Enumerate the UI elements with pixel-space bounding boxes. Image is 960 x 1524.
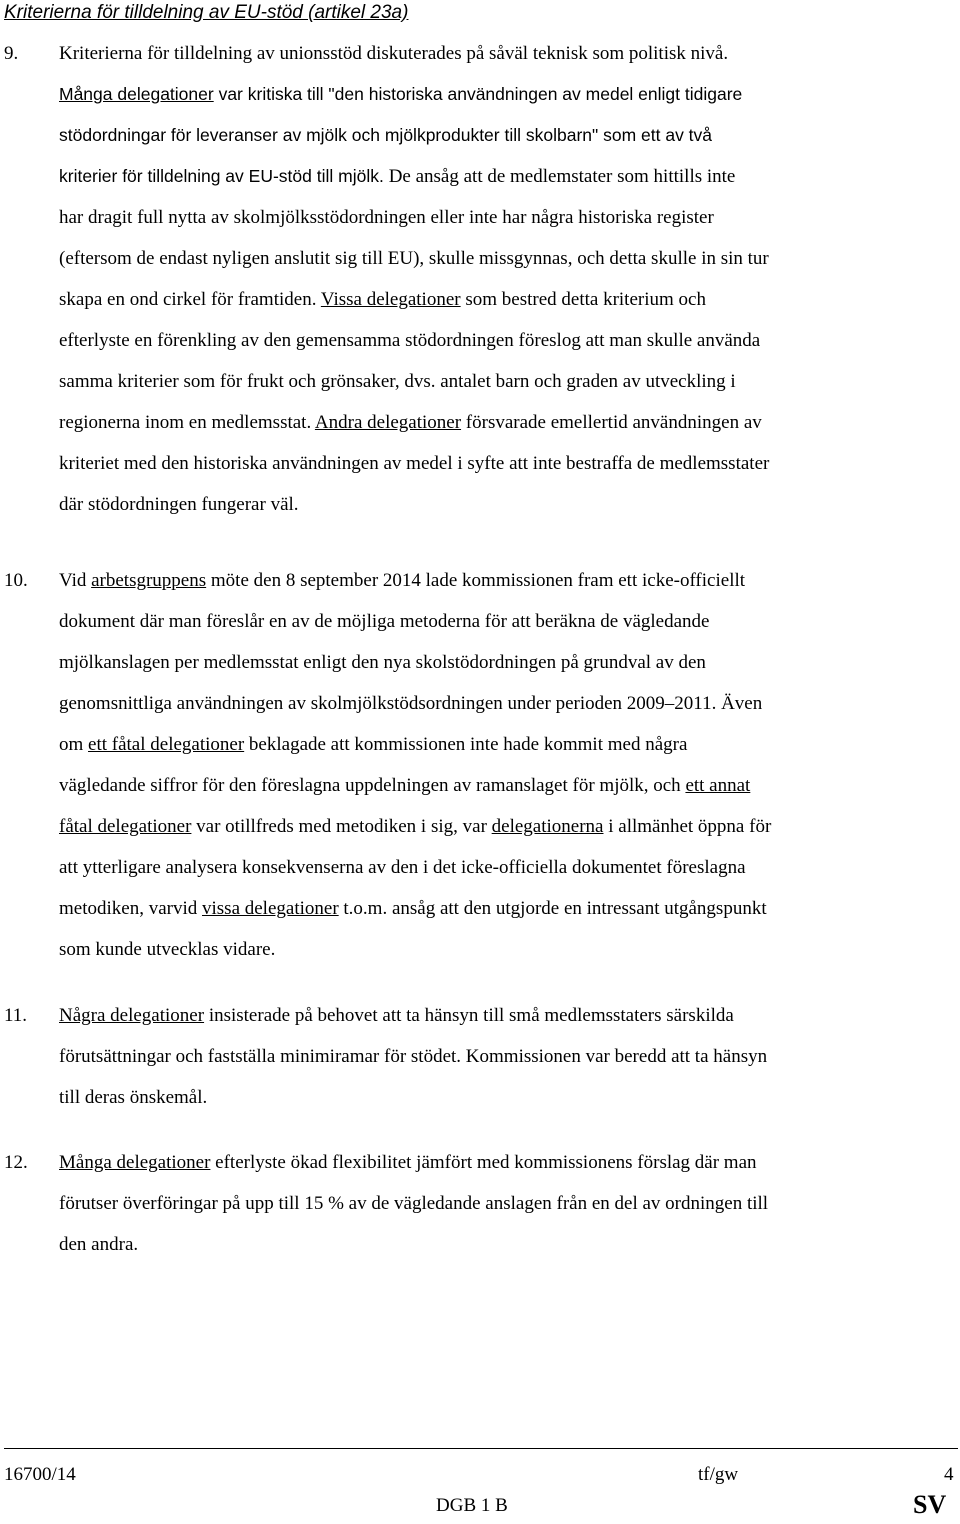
text-line: [59, 320, 760, 361]
text-line: [59, 361, 736, 402]
text-line: [59, 197, 714, 238]
text-segment: metodiken, varvid: [59, 898, 202, 919]
text-line: [59, 156, 735, 197]
text-segment: möte den 8 september 2014 lade kommissionen fram ett icke-officiellt: [206, 570, 746, 591]
text-line: [59, 560, 745, 601]
footer-doc-number: 16700/14: [4, 1464, 76, 1485]
footer-page-number: 4: [944, 1464, 954, 1485]
text-line: [59, 1036, 767, 1077]
text-segment: stödordningar för leveranser av mjölk och mjölkprodukter till skolbarn" som ett av två: [59, 125, 713, 145]
text-segment: till deras önskemål.: [59, 1087, 208, 1108]
text-line: [59, 1224, 138, 1265]
text-line: [59, 683, 762, 724]
text-segment: genomsnittliga användningen av skolmjölkstödsordningen under perioden 2009–2011. Även: [59, 693, 763, 714]
text-line: [59, 279, 706, 320]
text-segment: om: [59, 734, 89, 755]
underlined-phrase: Många delegationer: [59, 1152, 211, 1173]
text-line: [59, 238, 769, 279]
footer-initials: tf/gw: [698, 1464, 739, 1485]
text-segment: mjölkanslagen per medlemsstat enligt den nya skolstödordningen på grundval av den: [59, 652, 706, 673]
text-segment: dokument där man föreslår en av de möjliga metoderna för att beräkna de vägledande: [59, 611, 710, 632]
text-segment: efterlyste ökad flexibilitet jämfört med kommissionens förslag där man: [210, 1152, 757, 1173]
text-line: [59, 74, 742, 115]
text-line: [59, 601, 709, 642]
text-segment: i allmänhet öppna för: [603, 816, 772, 837]
text-line: [59, 1142, 757, 1183]
text-segment: Vid: [59, 570, 92, 591]
text-segment: var kritiska till "den historiska användningen av medel enligt tidigare: [213, 84, 743, 104]
footer-directorate: DGB 1 B: [436, 1495, 508, 1516]
text-line: [59, 888, 767, 929]
paragraph-number: 10.: [4, 570, 28, 591]
text-segment: den andra.: [59, 1234, 139, 1255]
text-segment: kriteriet med den historiska användningen av medel i syfte att inte bestraffa de medlemsstater: [59, 453, 770, 474]
text-segment: förutser överföringar på upp till 15 % av de vägledande anslagen från en del av ordningen till: [59, 1193, 769, 1214]
underlined-phrase: Några delegationer: [59, 1005, 205, 1026]
text-segment: att ytterligare analysera konsekvenserna av den i det icke-officiella dokumentet föreslagna: [59, 857, 746, 878]
underlined-phrase: fåtal delegationer: [59, 816, 192, 837]
text-segment: skapa en ond cirkel för framtiden.: [59, 289, 321, 310]
underlined-phrase: vissa delegationer: [202, 898, 339, 919]
text-segment: efterlyste en förenkling av den gemensamma stödordningen föreslog att man skulle använda: [59, 330, 761, 351]
text-line: [59, 402, 762, 443]
text-segment: samma kriterier som för frukt och grönsaker, dvs. antalet barn och graden av utveckling i: [59, 371, 736, 392]
underlined-phrase: delegationerna: [491, 816, 604, 837]
text-segment: vägledande siffror för den föreslagna uppdelningen av ramanslaget för mjölk, och: [59, 775, 686, 796]
text-segment: som kunde utvecklas vidare.: [59, 939, 276, 960]
underlined-phrase: ett fåtal delegationer: [88, 734, 245, 755]
text-line: [59, 1183, 768, 1224]
document-header-title: Kriterierna för tilldelning av EU-stöd (artikel 23a): [4, 2, 409, 23]
footer-divider: [4, 1448, 958, 1449]
text-segment: har dragit full nytta av skolmjölksstödordningen eller inte har några historiska register: [59, 207, 714, 228]
text-segment: beklagade att kommissionen inte hade kommit med några: [244, 734, 688, 755]
text-segment: insisterade på behovet att ta hänsyn till små medlemsstaters särskilda: [204, 1005, 734, 1026]
underlined-phrase: arbetsgruppens: [91, 570, 207, 591]
underlined-phrase: ett annat: [685, 775, 751, 796]
text-segment: var otillfreds med metodiken i sig, var: [191, 816, 492, 837]
text-segment: Kriterierna för tilldelning av unionsstöd diskuterades på såväl teknisk som politisk nivå.: [59, 43, 729, 64]
text-line: [59, 765, 750, 806]
text-segment: De ansåg att de medlemstater som hittills inte: [388, 166, 736, 187]
text-segment: där stödordningen fungerar väl.: [59, 494, 299, 515]
footer-language-code: SV: [913, 1490, 947, 1519]
underlined-phrase: Vissa delegationer: [320, 289, 461, 310]
text-segment: (eftersom de endast nyligen anslutit sig till EU), skulle missgynnas, och detta skulle in sin tur: [59, 248, 769, 269]
text-segment: som bestred detta kriterium och: [460, 289, 706, 310]
text-segment: kriterier för tilldelning av EU-stöd till mjölk.: [59, 166, 389, 186]
text-segment: t.o.m. ansåg att den utgjorde en intressant utgångspunkt: [338, 898, 767, 919]
text-segment: försvarade emellertid användningen av: [461, 412, 762, 433]
text-segment: förutsättningar och fastställa minimiramar för stödet. Kommissionen var beredd att ta hänsyn: [59, 1046, 768, 1067]
text-line: [59, 724, 687, 765]
paragraph-number: 12.: [4, 1152, 28, 1173]
text-line: [59, 115, 712, 156]
text-line: [59, 33, 728, 74]
underlined-phrase: Många delegationer: [59, 84, 214, 104]
paragraph-number: 11.: [4, 1005, 28, 1026]
text-line: [59, 1077, 207, 1118]
text-line: [59, 642, 706, 683]
text-line: [59, 443, 769, 484]
text-line: [59, 847, 746, 888]
text-line: [59, 484, 299, 525]
underlined-phrase: Andra delegationer: [314, 412, 462, 433]
text-segment: regionerna inom en medlemsstat.: [59, 412, 315, 433]
paragraph-number: 9.: [4, 43, 19, 64]
text-line: [59, 995, 734, 1036]
text-line: [59, 806, 771, 847]
text-line: [59, 929, 275, 970]
